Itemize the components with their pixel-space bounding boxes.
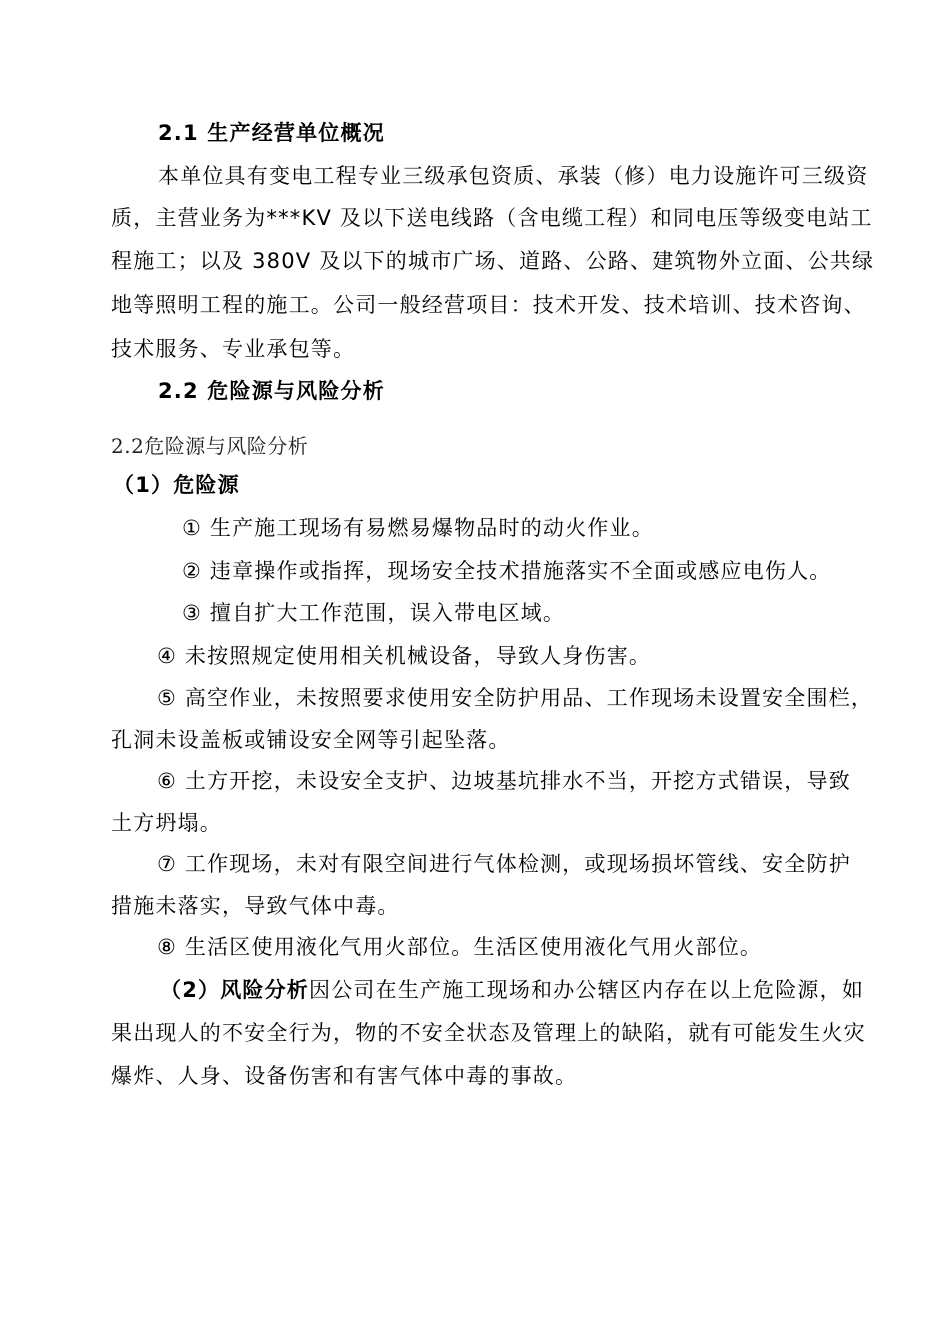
risk-analysis-text: 因公司在生产施工现场和办公辖区内存在以上危险源，如 bbox=[309, 978, 865, 1002]
risk-analysis-title: （2）风险分析 bbox=[160, 978, 310, 1002]
hazard-item-5-cont: 孔洞未设盖板或铺设安全网等引起坠落。 bbox=[111, 728, 511, 752]
risk-analysis-line-3: 爆炸、人身、设备伤害和有害气体中毒的事故。 bbox=[111, 1064, 578, 1088]
hazard-item-6-cont: 土方坍塌。 bbox=[111, 811, 222, 835]
paragraph-line: 质，主营业务为***KV 及以下送电线路（含电缆工程）和同电压等级变电站工 bbox=[111, 206, 873, 230]
hazard-item-6: ⑥ 土方开挖，未设安全支护、边坡基坑排水不当，开挖方式错误，导致 bbox=[157, 769, 851, 793]
paragraph-line: 程施工；以及 380V 及以下的城市广场、道路、公路、建筑物外立面、公共绿 bbox=[111, 249, 875, 273]
section-heading-2-1: 2.1 生产经营单位概况 bbox=[158, 121, 385, 145]
hazard-item-7: ⑦ 工作现场，未对有限空间进行气体检测，或现场损坏管线、安全防护 bbox=[157, 852, 851, 876]
hazard-item-3: ③ 擅自扩大工作范围，误入带电区域。 bbox=[182, 601, 566, 625]
hazard-item-5: ⑤ 高空作业，未按照要求使用安全防护用品、工作现场未设置安全围栏， bbox=[157, 686, 874, 710]
hazard-item-1: ① 生产施工现场有易燃易爆物品时的动火作业。 bbox=[182, 516, 654, 540]
hazard-item-8: ⑧ 生活区使用液化气用火部位。生活区使用液化气用火部位。 bbox=[157, 935, 763, 959]
hazards-title: （1）危险源 bbox=[113, 473, 240, 497]
paragraph-line: 本单位具有变电工程专业三级承包资质、承装（修）电力设施许可三级资 bbox=[158, 164, 869, 188]
paragraph-line: 地等照明工程的施工。公司一般经营项目：技术开发、技术培训、技术咨询、 bbox=[111, 293, 866, 317]
risk-analysis-line-2: 果出现人的不安全行为，物的不安全状态及管理上的缺陷，就有可能发生火灾 bbox=[111, 1021, 866, 1045]
hazard-item-2: ② 违章操作或指挥，现场安全技术措施落实不全面或感应电伤人。 bbox=[182, 559, 832, 583]
paragraph-line: 技术服务、专业承包等。 bbox=[111, 337, 356, 361]
hazard-item-7-cont: 措施未落实，导致气体中毒。 bbox=[111, 894, 400, 918]
subheading: 2.2危险源与风险分析 bbox=[111, 434, 309, 458]
section-heading-2-2: 2.2 危险源与风险分析 bbox=[158, 379, 385, 403]
hazard-item-4: ④ 未按照规定使用相关机械设备，导致人身伤害。 bbox=[157, 644, 652, 668]
risk-analysis-line bbox=[160, 975, 864, 1005]
